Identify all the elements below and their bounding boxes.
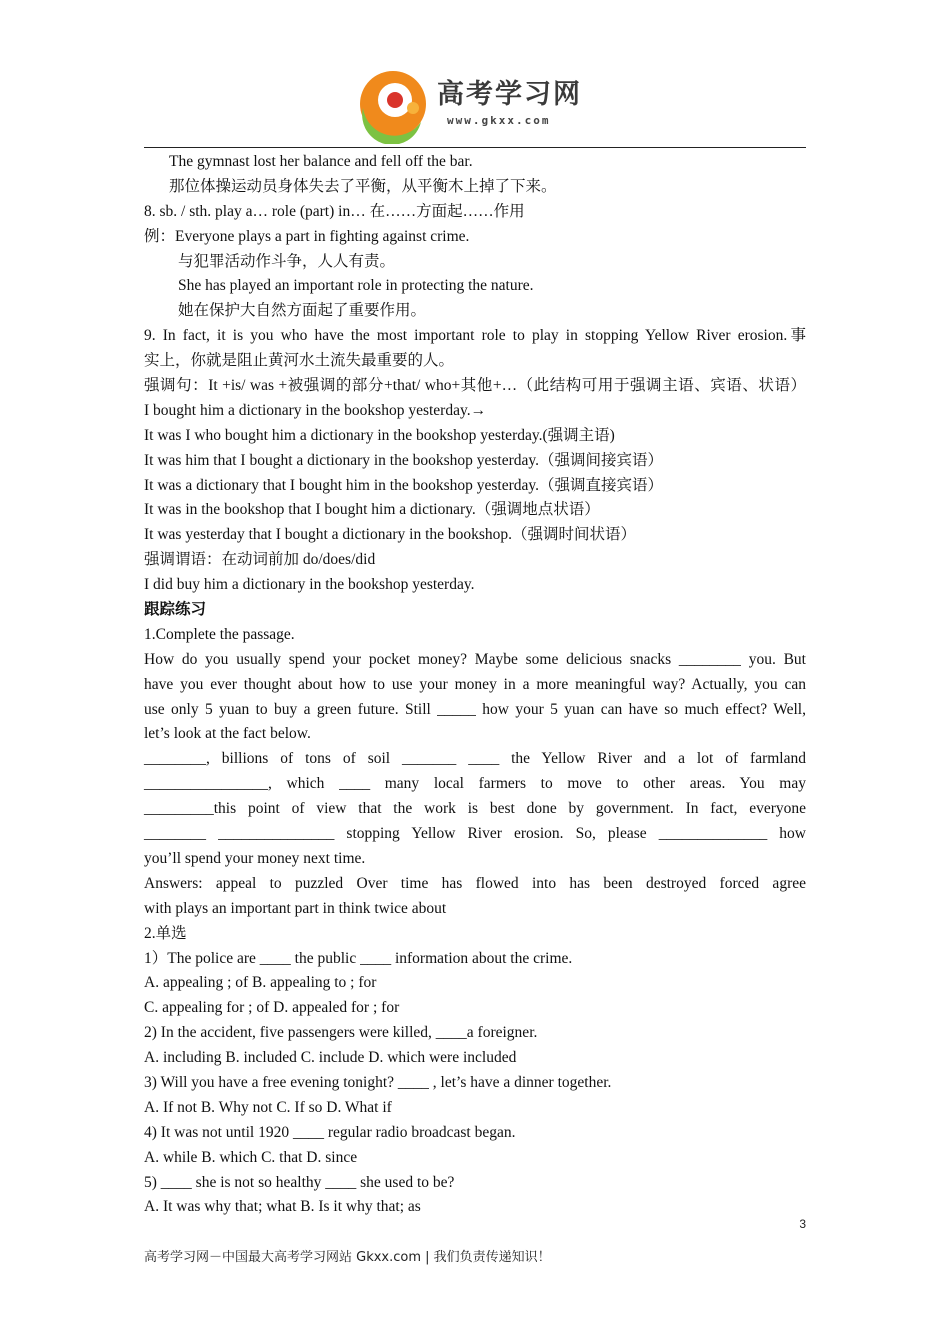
page-number: 3 xyxy=(799,1217,806,1231)
option-line: A. It was why that; what B. Is it why that; as xyxy=(144,1198,421,1216)
text-line: 8. sb. / sth. play a… role (part) in… 在……方面起……作用 xyxy=(144,202,525,220)
text-line: She has played an important role in protecting the nature. xyxy=(178,277,534,295)
text-line: _________this point of view that the work is best done by government. In fact, everyone xyxy=(144,800,806,818)
text-line: It was in the bookshop that I bought him a dictionary.（强调地点状语） xyxy=(144,501,600,519)
text-line: It was a dictionary that I bought him in the bookshop yesterday.（强调直接宾语） xyxy=(144,476,664,494)
text-line: 她在保护大自然方面起了重要作用。 xyxy=(178,302,427,320)
page-footer: 高考学习网－中国最大高考学习网站 Gkxx.com | 我们负责传递知识！ xyxy=(144,1250,551,1265)
text-line: Answers: appeal to puzzled Over time has flowed into has been destroyed forced agree xyxy=(144,874,806,892)
text-line: use only 5 yuan to buy a green future. Still _____ how your 5 yuan can have so much effect? Well, xyxy=(144,700,806,718)
text-line: It was yesterday that I bought a dictionary in the bookshop.（强调时间状语） xyxy=(144,526,637,544)
option-line: A. including B. included C. include D. which were included xyxy=(144,1049,517,1067)
document-body xyxy=(144,150,806,1220)
text-line: The gymnast lost her balance and fell off the bar. xyxy=(169,153,473,170)
text-line: have you ever thought about how to use your money in a more meaningful way? Actually, you can xyxy=(144,675,806,693)
text-line: How do you usually spend your pocket money? Maybe some delicious snacks ________ you. But xyxy=(144,650,806,668)
question-line: 2) In the accident, five passengers were killed, ____a foreigner. xyxy=(144,1024,538,1042)
page-header xyxy=(0,0,950,150)
text-line: 2.单选 xyxy=(144,924,187,942)
question-line: 1）The police are ____ the public ____ information about the crime. xyxy=(144,949,573,967)
logo-title: 高考学习网 xyxy=(437,79,582,110)
logo-url: www.gkxx.com xyxy=(447,114,551,127)
text-line: 1.Complete the passage. xyxy=(144,625,295,643)
text-line: with plays an important part in think twice about xyxy=(144,899,447,917)
text-line: It was him that I bought a dictionary in the bookshop yesterday.（强调间接宾语） xyxy=(144,451,664,469)
text-line: I bought him a dictionary in the bookshop yesterday.→ xyxy=(144,401,487,419)
text-line: ________ _______________ stopping Yellow River erosion. So, please ______________ how xyxy=(144,825,806,843)
text-line: 9. In fact, it is you who have the most important role to play in stopping Yellow River erosion.事 xyxy=(144,327,806,345)
text-line: I did buy him a dictionary in the bookshop yesterday. xyxy=(144,576,475,594)
text-line: ________, billions of tons of soil _______ ____ the Yellow River and a lot of farmland xyxy=(144,750,806,768)
text-line: ________________, which ____ many local farmers to move to other areas. You may xyxy=(144,775,806,793)
text-line: you’ll spend your money next time. xyxy=(144,849,366,867)
option-line: C. appealing for ; of D. appealed for ; for xyxy=(144,999,400,1017)
text-line: let’s look at the fact below. xyxy=(144,725,311,743)
text-line: 与犯罪活动作斗争，人人有责。 xyxy=(178,252,396,270)
option-line: A. If not B. Why not C. If so D. What if xyxy=(144,1098,392,1116)
header-divider xyxy=(144,147,806,148)
option-line: A. while B. which C. that D. since xyxy=(144,1148,358,1166)
question-line: 5) ____ she is not so healthy ____ she used to be? xyxy=(144,1173,455,1191)
text-line: 例：Everyone plays a part in fighting against crime. xyxy=(144,227,470,245)
question-line: 3) Will you have a free evening tonight? ____ , let’s have a dinner together. xyxy=(144,1073,612,1091)
option-line: A. appealing ; of B. appealing to ; for xyxy=(144,974,377,992)
question-line: 4) It was not until 1920 ____ regular radio broadcast began. xyxy=(144,1123,516,1141)
site-logo xyxy=(355,64,605,144)
text-line: 强调谓语：在动词前加 do/does/did xyxy=(144,551,376,569)
text-line: 强调句：It +is/ was +被强调的部分+that/ who+其他+…（此结构可用于强调主语、宾语、状语） xyxy=(144,377,806,395)
text-line: 实上，你就是阻止黄河水土流失最重要的人。 xyxy=(144,352,455,370)
logo-emblem-icon xyxy=(355,64,435,144)
section-heading: 跟踪练习 xyxy=(144,601,207,619)
text-line: It was I who bought him a dictionary in the bookshop yesterday.(强调主语) xyxy=(144,426,615,444)
text-line: 那位体操运动员身体失去了平衡，从平衡木上掉了下来。 xyxy=(169,177,557,195)
